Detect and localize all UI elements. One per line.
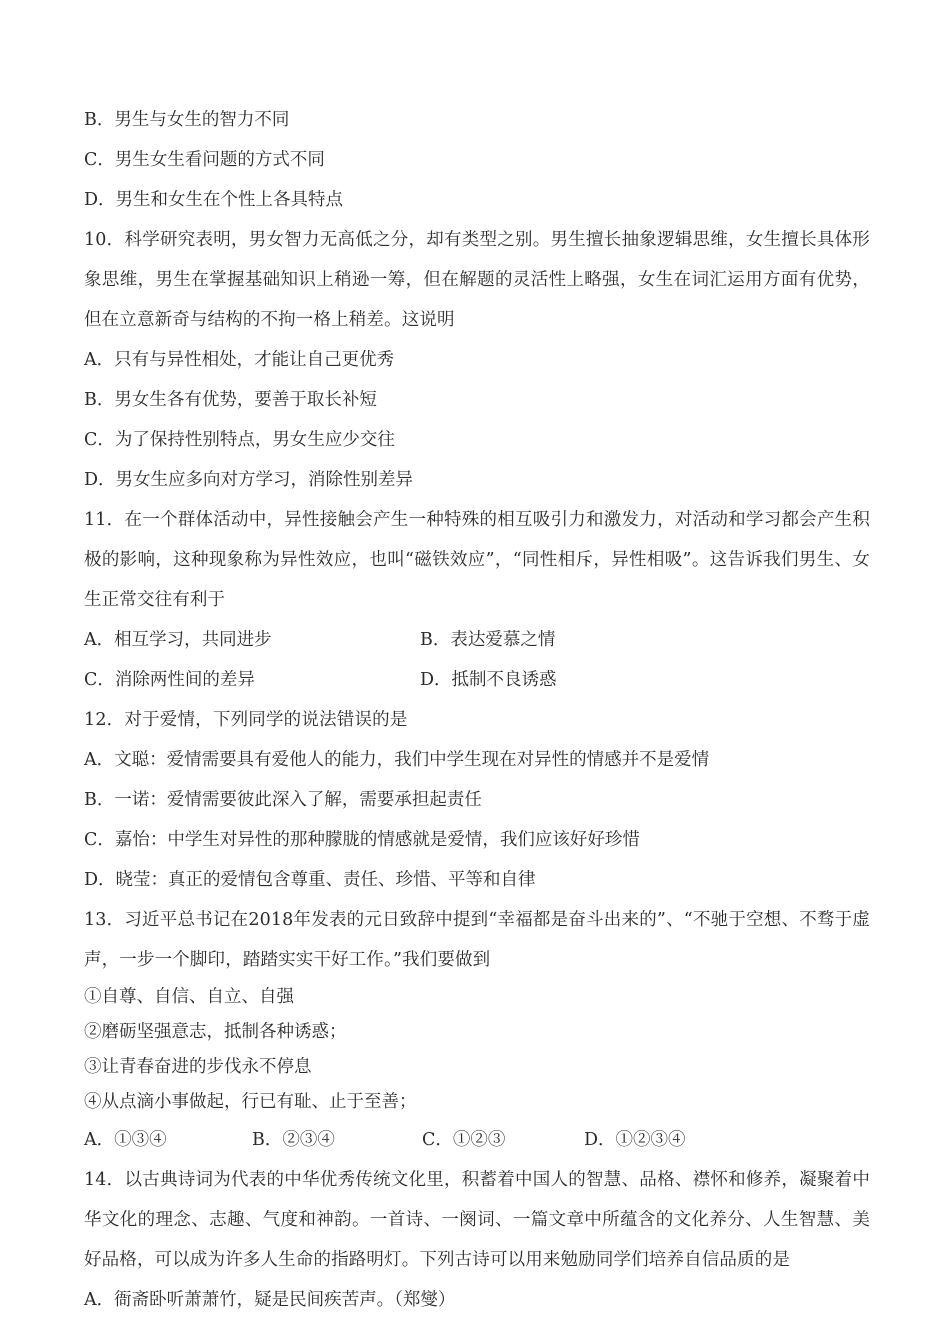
- option-marker: D．: [84, 190, 116, 210]
- question-number-12: 12．: [84, 710, 125, 730]
- option-cell: [252, 1120, 335, 1160]
- option-line: [84, 740, 870, 780]
- option-marker: C．: [84, 150, 115, 170]
- option-marker: C．: [84, 670, 115, 690]
- option-marker: D．: [84, 870, 116, 890]
- option-marker: C．: [84, 430, 115, 450]
- option-text: 抵制不良诱惑: [451, 670, 557, 690]
- option-cell: [422, 1120, 505, 1160]
- question-stem-10: [84, 220, 870, 340]
- question-stem-text: 习近平总书记在2018年发表的元日致辞中提到“幸福都是奋斗出来的”、“不驰于空想、不骛于虚声，一步一个脚印，踏踏实实干好工作。”我们要做到: [84, 910, 870, 970]
- question-number-14: 14．: [84, 1170, 125, 1190]
- option-marker: A．: [84, 1290, 115, 1310]
- option-text: 晓莹：真正的爱情包含尊重、责任、珍惜、平等和自律: [115, 870, 536, 890]
- option-cell: [420, 660, 557, 700]
- option-marker: B．: [84, 110, 115, 130]
- option-line: [84, 1280, 870, 1320]
- document-text-column: [84, 100, 870, 1320]
- question-stem-11: [84, 500, 870, 620]
- option-marker: C．: [84, 830, 115, 850]
- question-number-10: 10．: [84, 230, 125, 250]
- question-stem-text: 以古典诗词为代表的中华优秀传统文化里，积蓄着中国人的智慧、品格、襟怀和修养，凝聚着中华文化的理念、志趣、气度和神韵。一首诗、一阕词、一篇文章中所蕴含的文化养分、人生智慧、美好品格，可以成为许多人生命的指路明灯。下列古诗可以用来勉励同学们培养自信品质的是: [84, 1170, 871, 1270]
- question-stem-text: 对于爱情，下列同学的说法错误的是: [124, 710, 408, 730]
- option-marker: B．: [420, 630, 451, 650]
- option-cell: [84, 660, 255, 700]
- option-cell: [84, 620, 272, 660]
- option-line: [84, 380, 870, 420]
- option-marker: A．: [84, 350, 115, 370]
- option-cell: [84, 1120, 167, 1160]
- option-marker: B．: [84, 790, 115, 810]
- option-text: ②③④: [282, 1130, 335, 1150]
- option-line: [84, 860, 870, 900]
- option-marker: A．: [84, 750, 115, 770]
- option-marker: D．: [420, 670, 452, 690]
- option-line: [84, 460, 870, 500]
- question-stem-text: 科学研究表明，男女智力无高低之分，却有类型之别。男生擅长抽象逻辑思维，女生擅长具体形象思维，男生在掌握基础知识上稍逊一筹，但在解题的灵活性上略强，女生在词汇运用方面有优势，但在立意新奇与结构的不拘一格上稍差。这说明: [84, 230, 871, 330]
- option-text: 表达爱慕之情: [450, 630, 556, 650]
- option-text: 为了保持性别特点，男女生应少交往: [114, 430, 395, 450]
- statement-line: ②磨砺坚强意志，抵制各种诱惑；: [84, 1022, 347, 1042]
- option-marker: C．: [422, 1130, 453, 1150]
- question-stem-14: [84, 1160, 870, 1280]
- option-line: [84, 180, 870, 220]
- option-cell: [420, 620, 555, 660]
- option-line: [84, 820, 870, 860]
- option-marker: D．: [84, 470, 116, 490]
- option-marker: D．: [584, 1130, 616, 1150]
- option-row: [84, 660, 870, 700]
- question-number-13: 13．: [84, 910, 125, 930]
- statement-line: ①自尊、自信、自立、自强: [84, 987, 294, 1007]
- option-text: 衙斋卧听萧萧竹，疑是民间疾苦声。（郑燮）: [114, 1290, 456, 1310]
- option-text: ①③④: [114, 1130, 167, 1150]
- option-line: [84, 100, 870, 140]
- option-text: 只有与异性相处，才能让自己更优秀: [114, 350, 395, 370]
- option-line: [84, 340, 870, 380]
- option-text: 文聪：爱情需要具有爱他人的能力，我们中学生现在对异性的情感并不是爱情: [114, 750, 710, 770]
- question-stem-12: [84, 700, 870, 740]
- option-text: ①②③④: [615, 1130, 686, 1150]
- option-text: 男生女生看问题的方式不同: [114, 150, 325, 170]
- question-number-11: 11．: [84, 510, 125, 530]
- option-text: 一诺：爱情需要彼此深入了解，需要承担起责任: [114, 790, 482, 810]
- option-text: 男生和女生在个性上各具特点: [115, 190, 344, 210]
- option-text: 相互学习，共同进步: [114, 630, 272, 650]
- option-marker: A．: [84, 630, 115, 650]
- option-line: [84, 780, 870, 820]
- option-marker: A．: [84, 1130, 115, 1150]
- question-stem-text: 在一个群体活动中，异性接触会产生一种特殊的相互吸引力和激发力，对活动和学习都会产生积极的影响，这种现象称为异性效应，也叫“磁铁效应”，“同性相斥，异性相吸”。这告诉我们男生、女生正常交往有利于: [84, 510, 871, 610]
- option-row: [84, 620, 870, 660]
- answer-row: [84, 1120, 870, 1160]
- option-marker: B．: [252, 1130, 283, 1150]
- question-stem-13: [84, 900, 870, 980]
- statement-line: ④从点滴小事做起，行已有耻、止于至善；: [84, 1092, 417, 1112]
- option-marker: B．: [84, 390, 115, 410]
- option-text: 嘉怡：中学生对异性的那种朦胧的情感就是爱情，我们应该好好珍惜: [114, 830, 640, 850]
- option-line: [84, 140, 870, 180]
- option-text: 男女生应多向对方学习，消除性别差异: [115, 470, 414, 490]
- option-text: 男女生各有优势，要善于取长补短: [114, 390, 377, 410]
- option-cell: [584, 1120, 686, 1160]
- option-text: 男生与女生的智力不同: [114, 110, 290, 130]
- option-text: 消除两性间的差异: [114, 670, 255, 690]
- option-line: [84, 420, 870, 460]
- statement-line: ③让青春奋进的步伐永不停息: [84, 1057, 312, 1077]
- option-text: ①②③: [452, 1130, 506, 1150]
